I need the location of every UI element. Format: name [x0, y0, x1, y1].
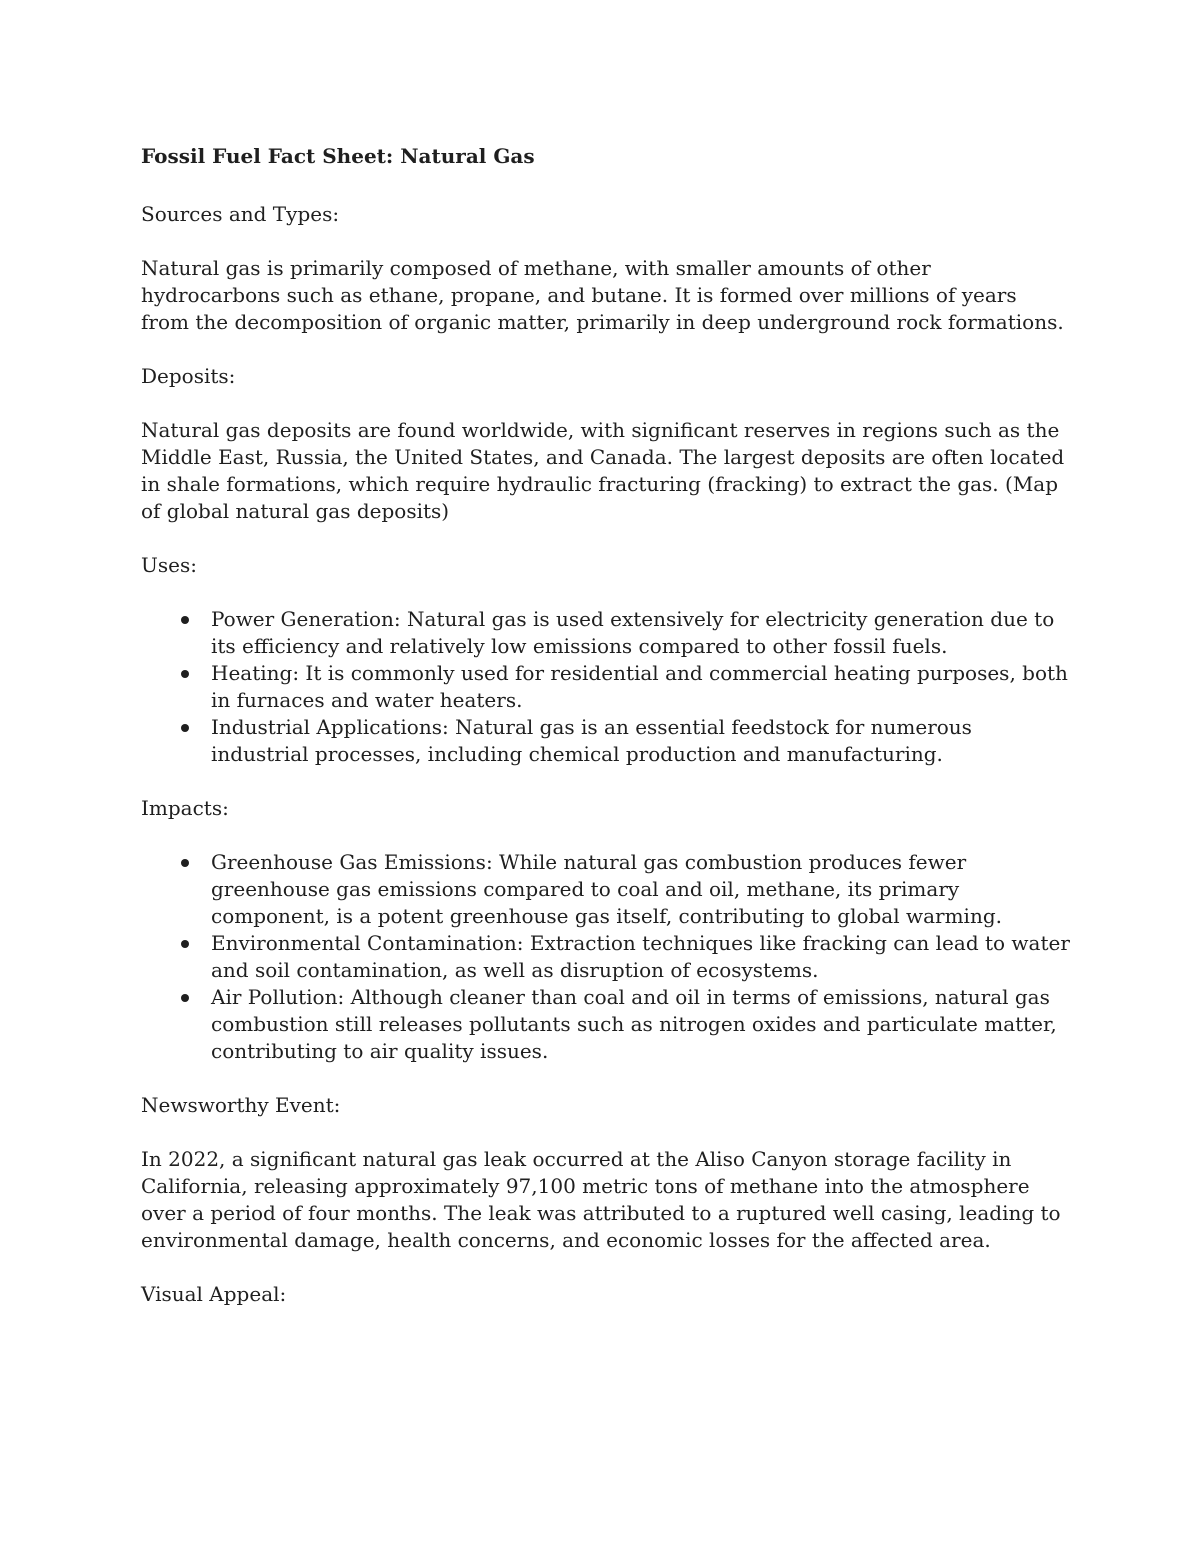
bullet-icon — [181, 859, 189, 867]
sources-heading: Sources and Types: — [141, 202, 340, 226]
sources-paragraph: Natural gas is primarily composed of methane, with smaller amounts of other hydrocarbons such as ethane, propane, and butane. It is formed over millions of years from the decomposition of organic matter, primarily in deep underground rock formations. — [141, 256, 1064, 334]
list-item — [211, 714, 1070, 768]
deposits-paragraph: Natural gas deposits are found worldwide, with significant reserves in regions such as the Middle East, Russia, the United States, and Canada. The largest deposits are often located in shale formations, which require hydraulic fracturing (fracking) to extract the gas. (Map of global natural gas deposits) — [141, 418, 1065, 523]
bullet-icon — [181, 670, 189, 678]
impacts-heading: Impacts: — [141, 796, 229, 820]
impacts-list — [141, 849, 1070, 1065]
uses-list — [141, 606, 1070, 768]
bullet-icon — [181, 940, 189, 948]
event-heading: Newsworthy Event: — [141, 1093, 341, 1117]
list-item — [211, 660, 1070, 714]
list-item-text: Heating: It is commonly used for residential and commercial heating purposes, both in furnaces and water heaters. — [211, 661, 1068, 712]
bullet-icon — [181, 616, 189, 624]
event-paragraph: In 2022, a significant natural gas leak occurred at the Aliso Canyon storage facility in California, releasing approximately 97,100 metric tons of methane into the atmosphere over a period of four months. The leak was attributed to a ruptured well casing, leading to environmental damage, health concerns, and economic losses for the affected area. — [141, 1147, 1061, 1252]
bullet-icon — [181, 994, 189, 1002]
list-item — [211, 930, 1070, 984]
list-item — [211, 984, 1070, 1065]
document-title: Fossil Fuel Fact Sheet: Natural Gas — [141, 144, 535, 168]
deposits-heading: Deposits: — [141, 364, 236, 388]
visual-appeal-heading: Visual Appeal: — [141, 1282, 287, 1306]
list-item-text: Power Generation: Natural gas is used extensively for electricity generation due to its efficiency and relatively low emissions compared to other fossil fuels. — [211, 607, 1055, 658]
list-item — [211, 849, 1070, 930]
list-item-text: Environmental Contamination: Extraction techniques like fracking can lead to water and soil contamination, as well as disruption of ecosystems. — [211, 931, 1070, 982]
list-item-text: Air Pollution: Although cleaner than coal and oil in terms of emissions, natural gas combustion still releases pollutants such as nitrogen oxides and particulate matter, contributing to air quality issues. — [211, 985, 1057, 1063]
uses-heading: Uses: — [141, 553, 197, 577]
list-item-text: Industrial Applications: Natural gas is an essential feedstock for numerous industrial processes, including chemical production and manufacturing. — [211, 715, 972, 766]
list-item — [211, 606, 1070, 660]
bullet-icon — [181, 724, 189, 732]
list-item-text: Greenhouse Gas Emissions: While natural gas combustion produces fewer greenhouse gas emissions compared to coal and oil, methane, its primary component, is a potent greenhouse gas itself, contributing to global warming. — [211, 850, 1002, 928]
